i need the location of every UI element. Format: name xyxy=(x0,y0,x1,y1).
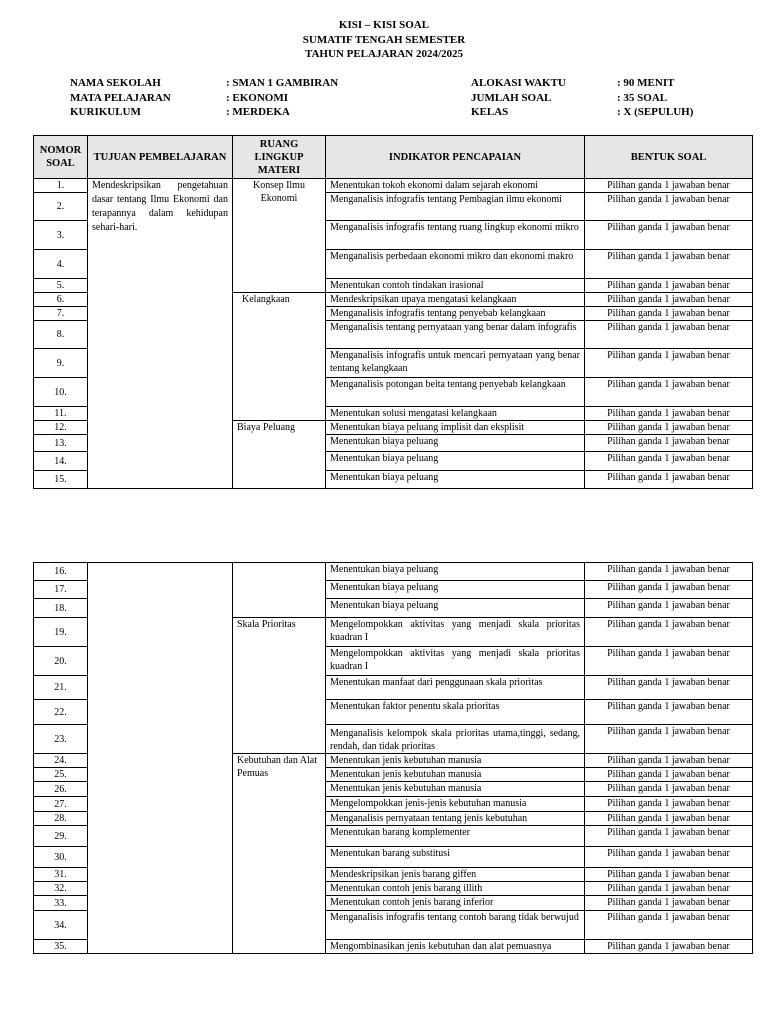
materi-skala-prioritas: Skala Prioritas xyxy=(233,618,326,754)
indikator-text: Mendeskripsikan jenis barang giffen xyxy=(326,868,585,882)
indikator-text: Menentukan barang komplementer xyxy=(326,826,585,847)
meta-jumlah-value: : 35 SOAL xyxy=(617,91,668,104)
bentuk-soal: Pilihan ganda 1 jawaban benar xyxy=(585,250,753,279)
bentuk-soal: Pilihan ganda 1 jawaban benar xyxy=(585,179,753,193)
bentuk-soal: Pilihan ganda 1 jawaban benar xyxy=(585,812,753,826)
indikator-text: Menentukan jenis kebutuhan manusia xyxy=(326,768,585,782)
indikator-text: Menganalisis infografis untuk mencari pernyataan yang benar tentang kelangkaan xyxy=(326,349,585,378)
soal-number: 18. xyxy=(34,599,88,618)
materi-biaya-peluang: Biaya Peluang xyxy=(233,421,326,489)
soal-number: 30. xyxy=(34,847,88,868)
indikator-text: Menganalisis pernyataan tentang jenis kebutuhan xyxy=(326,812,585,826)
bentuk-soal: Pilihan ganda 1 jawaban benar xyxy=(585,349,753,378)
indikator-text: Menganalisis infografis tentang contoh barang tidak berwujud xyxy=(326,911,585,940)
indikator-text: Menentukan jenis kebutuhan manusia xyxy=(326,754,585,768)
bentuk-soal: Pilihan ganda 1 jawaban benar xyxy=(585,452,753,471)
bentuk-soal: Pilihan ganda 1 jawaban benar xyxy=(585,421,753,435)
soal-number: 32. xyxy=(34,882,88,896)
tujuan-pembelajaran-cont xyxy=(88,563,233,954)
bentuk-soal: Pilihan ganda 1 jawaban benar xyxy=(585,911,753,940)
indikator-text: Menentukan contoh jenis barang illith xyxy=(326,882,585,896)
indikator-text: Menganalisis potongan beita tentang penyebab kelangkaan xyxy=(326,378,585,407)
bentuk-soal: Pilihan ganda 1 jawaban benar xyxy=(585,378,753,407)
bentuk-soal: Pilihan ganda 1 jawaban benar xyxy=(585,700,753,725)
indikator-text: Mendeskripsikan upaya mengatasi kelangkaan xyxy=(326,293,585,307)
bentuk-soal: Pilihan ganda 1 jawaban benar xyxy=(585,647,753,676)
soal-number: 22. xyxy=(34,700,88,725)
indikator-text: Menganalisis infografis tentang Pembagian ilmu ekonomi xyxy=(326,193,585,221)
bentuk-soal: Pilihan ganda 1 jawaban benar xyxy=(585,882,753,896)
indikator-text: Menganalisis kelompok skala prioritas utama,tinggi, sedang, rendah, dan tidak prioritas xyxy=(326,725,585,754)
doc-title-line1: KISI – KISI SOAL xyxy=(338,19,430,31)
bentuk-soal: Pilihan ganda 1 jawaban benar xyxy=(585,563,753,581)
indikator-text: Mengelompokkan jenis-jenis kebutuhan manusia xyxy=(326,797,585,812)
kisi-table-part2 xyxy=(33,562,753,954)
indikator-text: Menentukan biaya peluang xyxy=(326,471,585,489)
indikator-text: Menentukan jenis kebutuhan manusia xyxy=(326,782,585,797)
bentuk-soal: Pilihan ganda 1 jawaban benar xyxy=(585,826,753,847)
bentuk-soal: Pilihan ganda 1 jawaban benar xyxy=(585,676,753,700)
bentuk-soal: Pilihan ganda 1 jawaban benar xyxy=(585,940,753,954)
soal-number: 23. xyxy=(34,725,88,754)
soal-number: 1. xyxy=(34,179,88,193)
bentuk-soal: Pilihan ganda 1 jawaban benar xyxy=(585,221,753,250)
header-tujuan: TUJUAN PEMBELAJARAN xyxy=(88,136,233,179)
soal-number: 8. xyxy=(34,321,88,349)
materi-biaya-peluang-cont xyxy=(233,563,326,618)
bentuk-soal: Pilihan ganda 1 jawaban benar xyxy=(585,293,753,307)
bentuk-soal: Pilihan ganda 1 jawaban benar xyxy=(585,471,753,489)
soal-number: 21. xyxy=(34,676,88,700)
meta-jumlah-label: JUMLAH SOAL xyxy=(471,91,552,104)
bentuk-soal: Pilihan ganda 1 jawaban benar xyxy=(585,435,753,452)
bentuk-soal: Pilihan ganda 1 jawaban benar xyxy=(585,599,753,618)
soal-number: 35. xyxy=(34,940,88,954)
meta-kurikulum-value: : MERDEKA xyxy=(226,106,290,118)
table-row xyxy=(34,563,753,581)
indikator-text: Menentukan biaya peluang xyxy=(326,563,585,581)
bentuk-soal: Pilihan ganda 1 jawaban benar xyxy=(585,407,753,421)
tujuan-pembelajaran: Mendeskripsikan pengetahuan dasar tentang Ilmu Ekonomi dan terapannya dalam kehidupan sehari-hari. xyxy=(88,179,233,489)
soal-number: 29. xyxy=(34,826,88,847)
bentuk-soal: Pilihan ganda 1 jawaban benar xyxy=(585,896,753,911)
bentuk-soal: Pilihan ganda 1 jawaban benar xyxy=(585,768,753,782)
soal-number: 28. xyxy=(34,812,88,826)
indikator-text: Menentukan contoh jenis barang inferior xyxy=(326,896,585,911)
soal-number: 25. xyxy=(34,768,88,782)
indikator-text: Menentukan biaya peluang xyxy=(326,581,585,599)
indikator-text: Menentukan biaya peluang implisit dan eksplisit xyxy=(326,421,585,435)
soal-number: 14. xyxy=(34,452,88,471)
indikator-text: Menentukan tokoh ekonomi dalam sejarah ekonomi xyxy=(326,179,585,193)
soal-number: 33. xyxy=(34,896,88,911)
header-indikator: INDIKATOR PENCAPAIAN xyxy=(326,136,585,179)
soal-number: 31. xyxy=(34,868,88,882)
soal-number: 24. xyxy=(34,754,88,768)
doc-title-line3: TAHUN PELAJARAN 2024/2025 xyxy=(304,48,464,60)
soal-number: 9. xyxy=(34,349,88,378)
soal-number: 13. xyxy=(34,435,88,452)
materi-konsep: Konsep Ilmu Ekonomi xyxy=(233,179,326,293)
bentuk-soal: Pilihan ganda 1 jawaban benar xyxy=(585,193,753,221)
meta-alokasi-label: ALOKASI WAKTU xyxy=(471,77,566,89)
soal-number: 20. xyxy=(34,647,88,676)
soal-number: 12. xyxy=(34,421,88,435)
soal-number: 5. xyxy=(34,279,88,293)
indikator-text: Menentukan faktor penentu skala prioritas xyxy=(326,700,585,725)
materi-kelangkaan: Kelangkaan xyxy=(233,293,326,421)
indikator-text: Menentukan biaya peluang xyxy=(326,599,585,618)
indikator-text: Menganalisis infografis tentang penyebab kelangkaan xyxy=(326,307,585,321)
indikator-text: Mengelompokkan aktivitas yang menjadi skala prioritas kuadran I xyxy=(326,618,585,647)
meta-nama-sekolah-label: NAMA SEKOLAH xyxy=(70,77,161,89)
soal-number: 3. xyxy=(34,221,88,250)
bentuk-soal: Pilihan ganda 1 jawaban benar xyxy=(585,868,753,882)
bentuk-soal: Pilihan ganda 1 jawaban benar xyxy=(585,782,753,797)
bentuk-soal: Pilihan ganda 1 jawaban benar xyxy=(585,618,753,647)
bentuk-soal: Pilihan ganda 1 jawaban benar xyxy=(585,725,753,754)
soal-number: 16. xyxy=(34,563,88,581)
indikator-text: Menentukan contoh tindakan irasional xyxy=(326,279,585,293)
materi-kebutuhan: Kebutuhan dan Alat Pemuas xyxy=(233,754,326,954)
kisi-table-part1 xyxy=(33,135,753,489)
indikator-text: Menentukan biaya peluang xyxy=(326,452,585,471)
meta-alokasi-value: : 90 MENIT xyxy=(617,77,675,89)
indikator-text: Menentukan biaya peluang xyxy=(326,435,585,452)
meta-kelas-label: KELAS xyxy=(471,106,509,118)
soal-number: 4. xyxy=(34,250,88,279)
soal-number: 6. xyxy=(34,293,88,307)
bentuk-soal: Pilihan ganda 1 jawaban benar xyxy=(585,754,753,768)
meta-mata-pelajaran-value: : EKONOMI xyxy=(226,91,289,104)
bentuk-soal: Pilihan ganda 1 jawaban benar xyxy=(585,581,753,599)
indikator-text: Mengombinasikan jenis kebutuhan dan alat pemuasnya xyxy=(326,940,585,954)
indikator-text: Menentukan manfaat dari penggunaan skala prioritas xyxy=(326,676,585,700)
soal-number: 7. xyxy=(34,307,88,321)
soal-number: 11. xyxy=(34,407,88,421)
bentuk-soal: Pilihan ganda 1 jawaban benar xyxy=(585,321,753,349)
soal-number: 26. xyxy=(34,782,88,797)
soal-number: 34. xyxy=(34,911,88,940)
indikator-text: Menentukan solusi mengatasi kelangkaan xyxy=(326,407,585,421)
indikator-text: Menganalisis infografis tentang ruang lingkup ekonomi mikro xyxy=(326,221,585,250)
bentuk-soal: Pilihan ganda 1 jawaban benar xyxy=(585,847,753,868)
soal-number: 19. xyxy=(34,618,88,647)
soal-number: 17. xyxy=(34,581,88,599)
table-row xyxy=(34,179,753,193)
soal-number: 2. xyxy=(34,193,88,221)
header-nomor-soal: NOMOR SOAL xyxy=(34,136,88,179)
indikator-text: Menganalisis tentang pernyataan yang benar dalam infografis xyxy=(326,321,585,349)
meta-mata-pelajaran-label: MATA PELAJARAN xyxy=(70,91,171,104)
indikator-text: Menganalisis perbedaan ekonomi mikro dan ekonomi makro xyxy=(326,250,585,279)
bentuk-soal: Pilihan ganda 1 jawaban benar xyxy=(585,307,753,321)
soal-number: 15. xyxy=(34,471,88,489)
doc-title-line2: SUMATIF TENGAH SEMESTER xyxy=(302,33,466,46)
header-bentuk-soal: BENTUK SOAL xyxy=(585,136,753,179)
soal-number: 27. xyxy=(34,797,88,812)
table-header-row xyxy=(34,136,753,179)
indikator-text: Mengelompokkan aktivitas yang menjadi skala prioritas kuadran I xyxy=(326,647,585,676)
bentuk-soal: Pilihan ganda 1 jawaban benar xyxy=(585,797,753,812)
meta-kurikulum-label: KURIKULUM xyxy=(70,106,141,118)
bentuk-soal: Pilihan ganda 1 jawaban benar xyxy=(585,279,753,293)
meta-nama-sekolah-value: : SMAN 1 GAMBIRAN xyxy=(226,77,339,89)
header-ruang-lingkup: RUANG LINGKUP MATERI xyxy=(233,136,326,179)
indikator-text: Menentukan barang substitusi xyxy=(326,847,585,868)
soal-number: 10. xyxy=(34,378,88,407)
meta-kelas-value: : X (SEPULUH) xyxy=(617,106,694,118)
